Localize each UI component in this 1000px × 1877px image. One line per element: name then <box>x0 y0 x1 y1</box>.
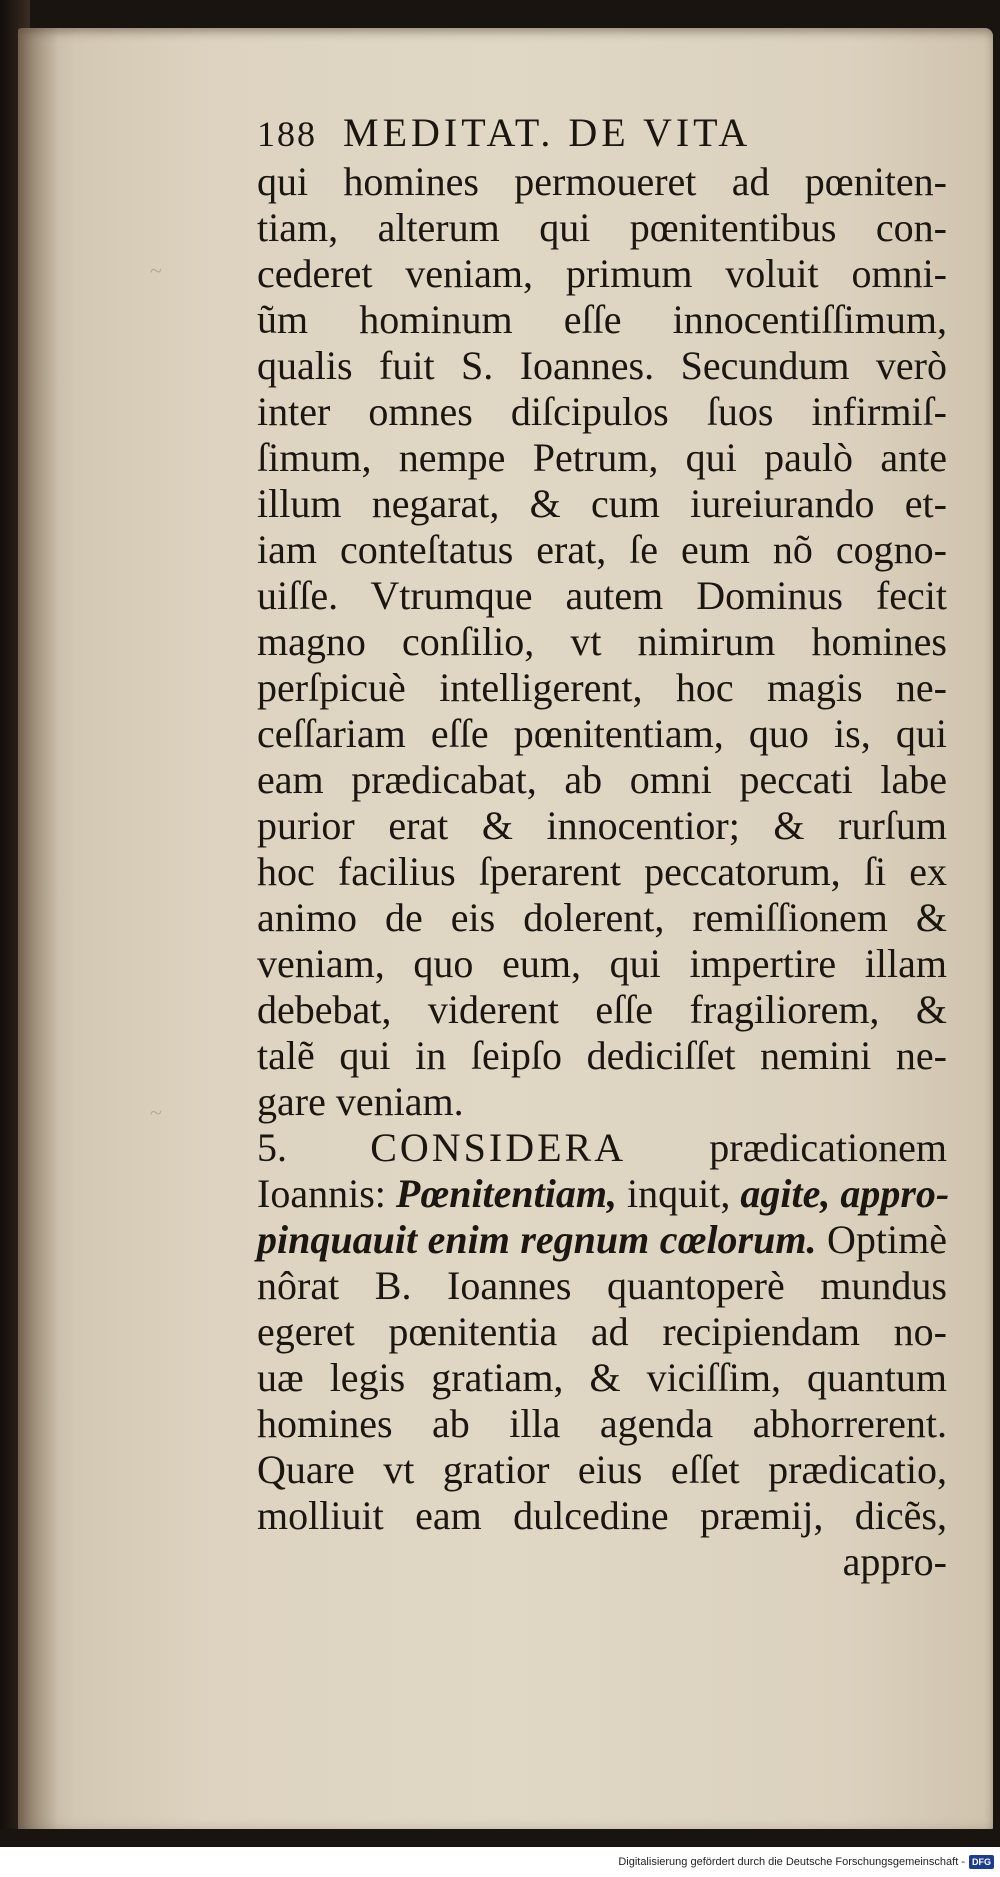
page-header <box>257 110 947 157</box>
text-line: homines ab illa agenda abhorrerent. <box>257 1401 947 1446</box>
paragraph-5-line-2 <box>257 1171 950 1217</box>
paragraph-5-line-1 <box>257 1125 947 1171</box>
text-line: molliuit eam dulcedine præmij, dicẽs, <box>257 1493 947 1538</box>
text-line: magno conſilio, vt nimirum homines <box>257 619 947 664</box>
dfg-logo: DFG <box>969 1855 994 1869</box>
text-line: veniam, quo eum, qui impertire illam <box>257 941 947 986</box>
text-line: tiam, alterum qui pœnitentibus con- <box>257 205 947 250</box>
text-fragment: prædicationem <box>709 1125 947 1170</box>
scripture-quote: pinquauit enim regnum cœlorum. <box>257 1217 817 1262</box>
text-line: hoc facilius ſperarent peccatorum, ſi ex <box>257 849 947 894</box>
text-line: cederet veniam, primum voluit omni- <box>257 251 947 296</box>
scripture-quote: agite, appro- <box>740 1171 950 1216</box>
paragraph-5-line-3 <box>257 1217 947 1263</box>
text-fragment: Optimè <box>827 1217 947 1262</box>
text-line: ũm hominum eſſe innocentiſſimum, <box>257 297 947 342</box>
text-line: uæ legis gratiam, & viciſſim, quantum <box>257 1355 947 1400</box>
text-line: animo de eis dolerent, remiſſionem & <box>257 895 947 940</box>
text-line: purior erat & innocentior; & rurſum <box>257 803 947 848</box>
text-fragment: Ioannis: <box>257 1171 386 1216</box>
text-line: talẽ qui in ſeipſo dediciſſet nemini ne- <box>257 1033 947 1078</box>
text-line: eam prædicabat, ab omni peccati labe <box>257 757 947 802</box>
page-number: 188 <box>257 114 317 154</box>
text-line: inter omnes diſcipulos ſuos infirmiſ- <box>257 389 947 434</box>
text-line: debebat, viderent eſſe fragiliorem, & <box>257 987 947 1032</box>
text-line: uiſſe. Vtrumque autem Dominus fecit <box>257 573 947 618</box>
text-line: perſpicuè intelligerent, hoc magis ne- <box>257 665 947 710</box>
bleed-through-mark: ~ <box>150 258 162 283</box>
page-gutter-shadow <box>18 28 58 1833</box>
catchword: appro- <box>842 1539 947 1584</box>
text-line: ſimum, nempe Petrum, qui paulò ante <box>257 435 947 480</box>
digitization-footer <box>0 1847 1000 1877</box>
text-line: ceſſariam eſſe pœnitentiam, quo is, qui <box>257 711 947 756</box>
text-line: illum negarat, & cum iureiurando et- <box>257 481 947 526</box>
text-line: gare veniam. <box>257 1079 464 1124</box>
text-line: qui homines permoueret ad pœniten- <box>257 159 947 204</box>
text-line: nôrat B. Ioannes quantoperè mundus <box>257 1263 947 1308</box>
text-line: iam conteſtatus erat, ſe eum nõ cogno- <box>257 527 947 572</box>
paragraph-keyword: CONSIDERA <box>370 1125 627 1170</box>
text-line: egeret pœnitentia ad recipiendam no- <box>257 1309 947 1354</box>
text-line: Quare vt gratior eius eſſet prædicatio, <box>257 1447 947 1492</box>
text-line: qualis fuit S. Ioannes. Secundum verò <box>257 343 947 388</box>
scan-bottom-border <box>0 1829 1000 1847</box>
scripture-quote: Pœnitentiam, <box>395 1171 618 1216</box>
running-head: MEDITAT. DE VITA <box>343 110 752 155</box>
page-text <box>257 110 950 1585</box>
footer-credit: Digitalisierung gefördert durch die Deutsche Forschungsgemeinschaft - <box>618 1856 965 1868</box>
bleed-through-mark: ~ <box>150 1100 162 1125</box>
text-fragment: inquit, <box>627 1171 731 1216</box>
paragraph-number: 5. <box>257 1125 287 1170</box>
